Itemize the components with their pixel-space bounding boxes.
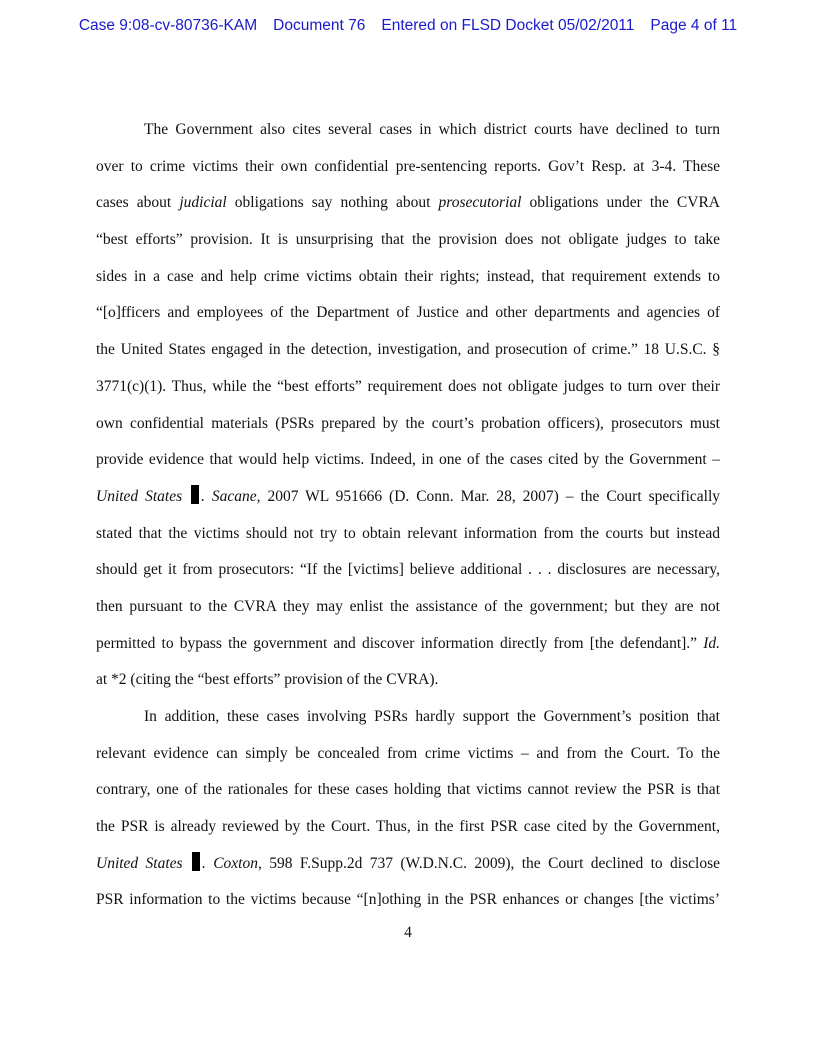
redaction-mark — [192, 852, 200, 871]
text-line: should get it from prosecutors: “If the [victims] believe additional . . . disclosures are necessary, — [96, 561, 720, 579]
text-run: , 2007 WL 951666 (D. Conn. Mar. 28, 2007) – the Court specifically — [256, 487, 721, 505]
text-line — [96, 626, 720, 663]
italic-text: United States — [96, 854, 183, 872]
text-line: then pursuant to the CVRA they may enlist the assistance of the government; but they are not — [96, 597, 720, 615]
text-line: relevant evidence can simply be concealed from crime victims – and from the Court. To the — [96, 744, 720, 762]
italic-text: United States — [96, 487, 183, 505]
text-line: the PSR is already reviewed by the Court. Thus, in the first PSR case cited by the Government, — [96, 818, 720, 836]
text-line: In addition, these cases involving PSRs hardly support the Government’s position that — [144, 708, 720, 725]
text-line: The Government also cites several cases in which district courts have declined to turn — [144, 121, 720, 138]
italic-text: judicial — [179, 194, 227, 212]
text-run: cases about — [96, 194, 180, 212]
text-line: provide evidence that would help victims. Indeed, in one of the cases cited by the Government – — [96, 451, 720, 469]
text-line: own confidential materials (PSRs prepared by the court’s probation officers), prosecutors must — [96, 414, 720, 432]
text-line: over to crime victims their own confidential pre-sentencing reports. Gov’t Resp. at 3-4. These — [96, 157, 720, 175]
redaction-mark — [191, 485, 199, 504]
text-run: permitted to bypass the government and discover information directly from [the defendant].” — [96, 634, 704, 652]
text-line: at *2 (citing the “best efforts” provision of the CVRA). — [96, 671, 439, 689]
text-line: 3771(c)(1). Thus, while the “best efforts” requirement does not obligate judges to turn over their — [96, 377, 720, 395]
text-line: “[o]fficers and employees of the Department of Justice and other departments and agencies of — [96, 304, 720, 322]
italic-text: Id. — [703, 634, 720, 652]
docket-header — [0, 17, 816, 35]
text-line — [96, 479, 720, 516]
document-body — [96, 112, 720, 919]
case-number: Case 9:08-cv-80736-KAM — [78, 17, 258, 34]
page-indicator: Page 4 of 11 — [650, 17, 738, 34]
text-run: , 598 F.Supp.2d 737 (W.D.N.C. 2009), the Court declined to disclose — [258, 854, 720, 872]
paragraph-1 — [96, 112, 720, 699]
text-line — [96, 185, 720, 222]
text-line: “best efforts” provision. It is unsurprising that the provision does not obligate judges to take — [96, 231, 720, 249]
italic-text: . Sacane — [201, 487, 257, 505]
text-line: PSR information to the victims because “[n]othing in the PSR enhances or changes [the victims’ — [96, 891, 720, 909]
text-run: obligations under the CVRA — [521, 194, 720, 212]
paragraph-2 — [96, 699, 720, 919]
text-line: the United States engaged in the detection, investigation, and prosecution of crime.” 18 U.S.C. § — [96, 341, 720, 359]
text-line — [96, 846, 720, 883]
entered-docket: Entered on FLSD Docket 05/02/2011 — [381, 17, 635, 34]
document-number: Document 76 — [273, 17, 366, 34]
text-line: sides in a case and help crime victims obtain their rights; instead, that requirement extends to — [96, 267, 720, 285]
text-line: stated that the victims should not try to obtain relevant information from the courts but instead — [96, 524, 720, 542]
text-line: contrary, one of the rationales for these cases holding that victims cannot review the PSR is that — [96, 781, 720, 799]
text-run: obligations say nothing about — [226, 194, 439, 212]
italic-text: . Coxton — [201, 854, 258, 872]
page-number: 4 — [404, 924, 412, 941]
italic-text: prosecutorial — [438, 194, 522, 212]
